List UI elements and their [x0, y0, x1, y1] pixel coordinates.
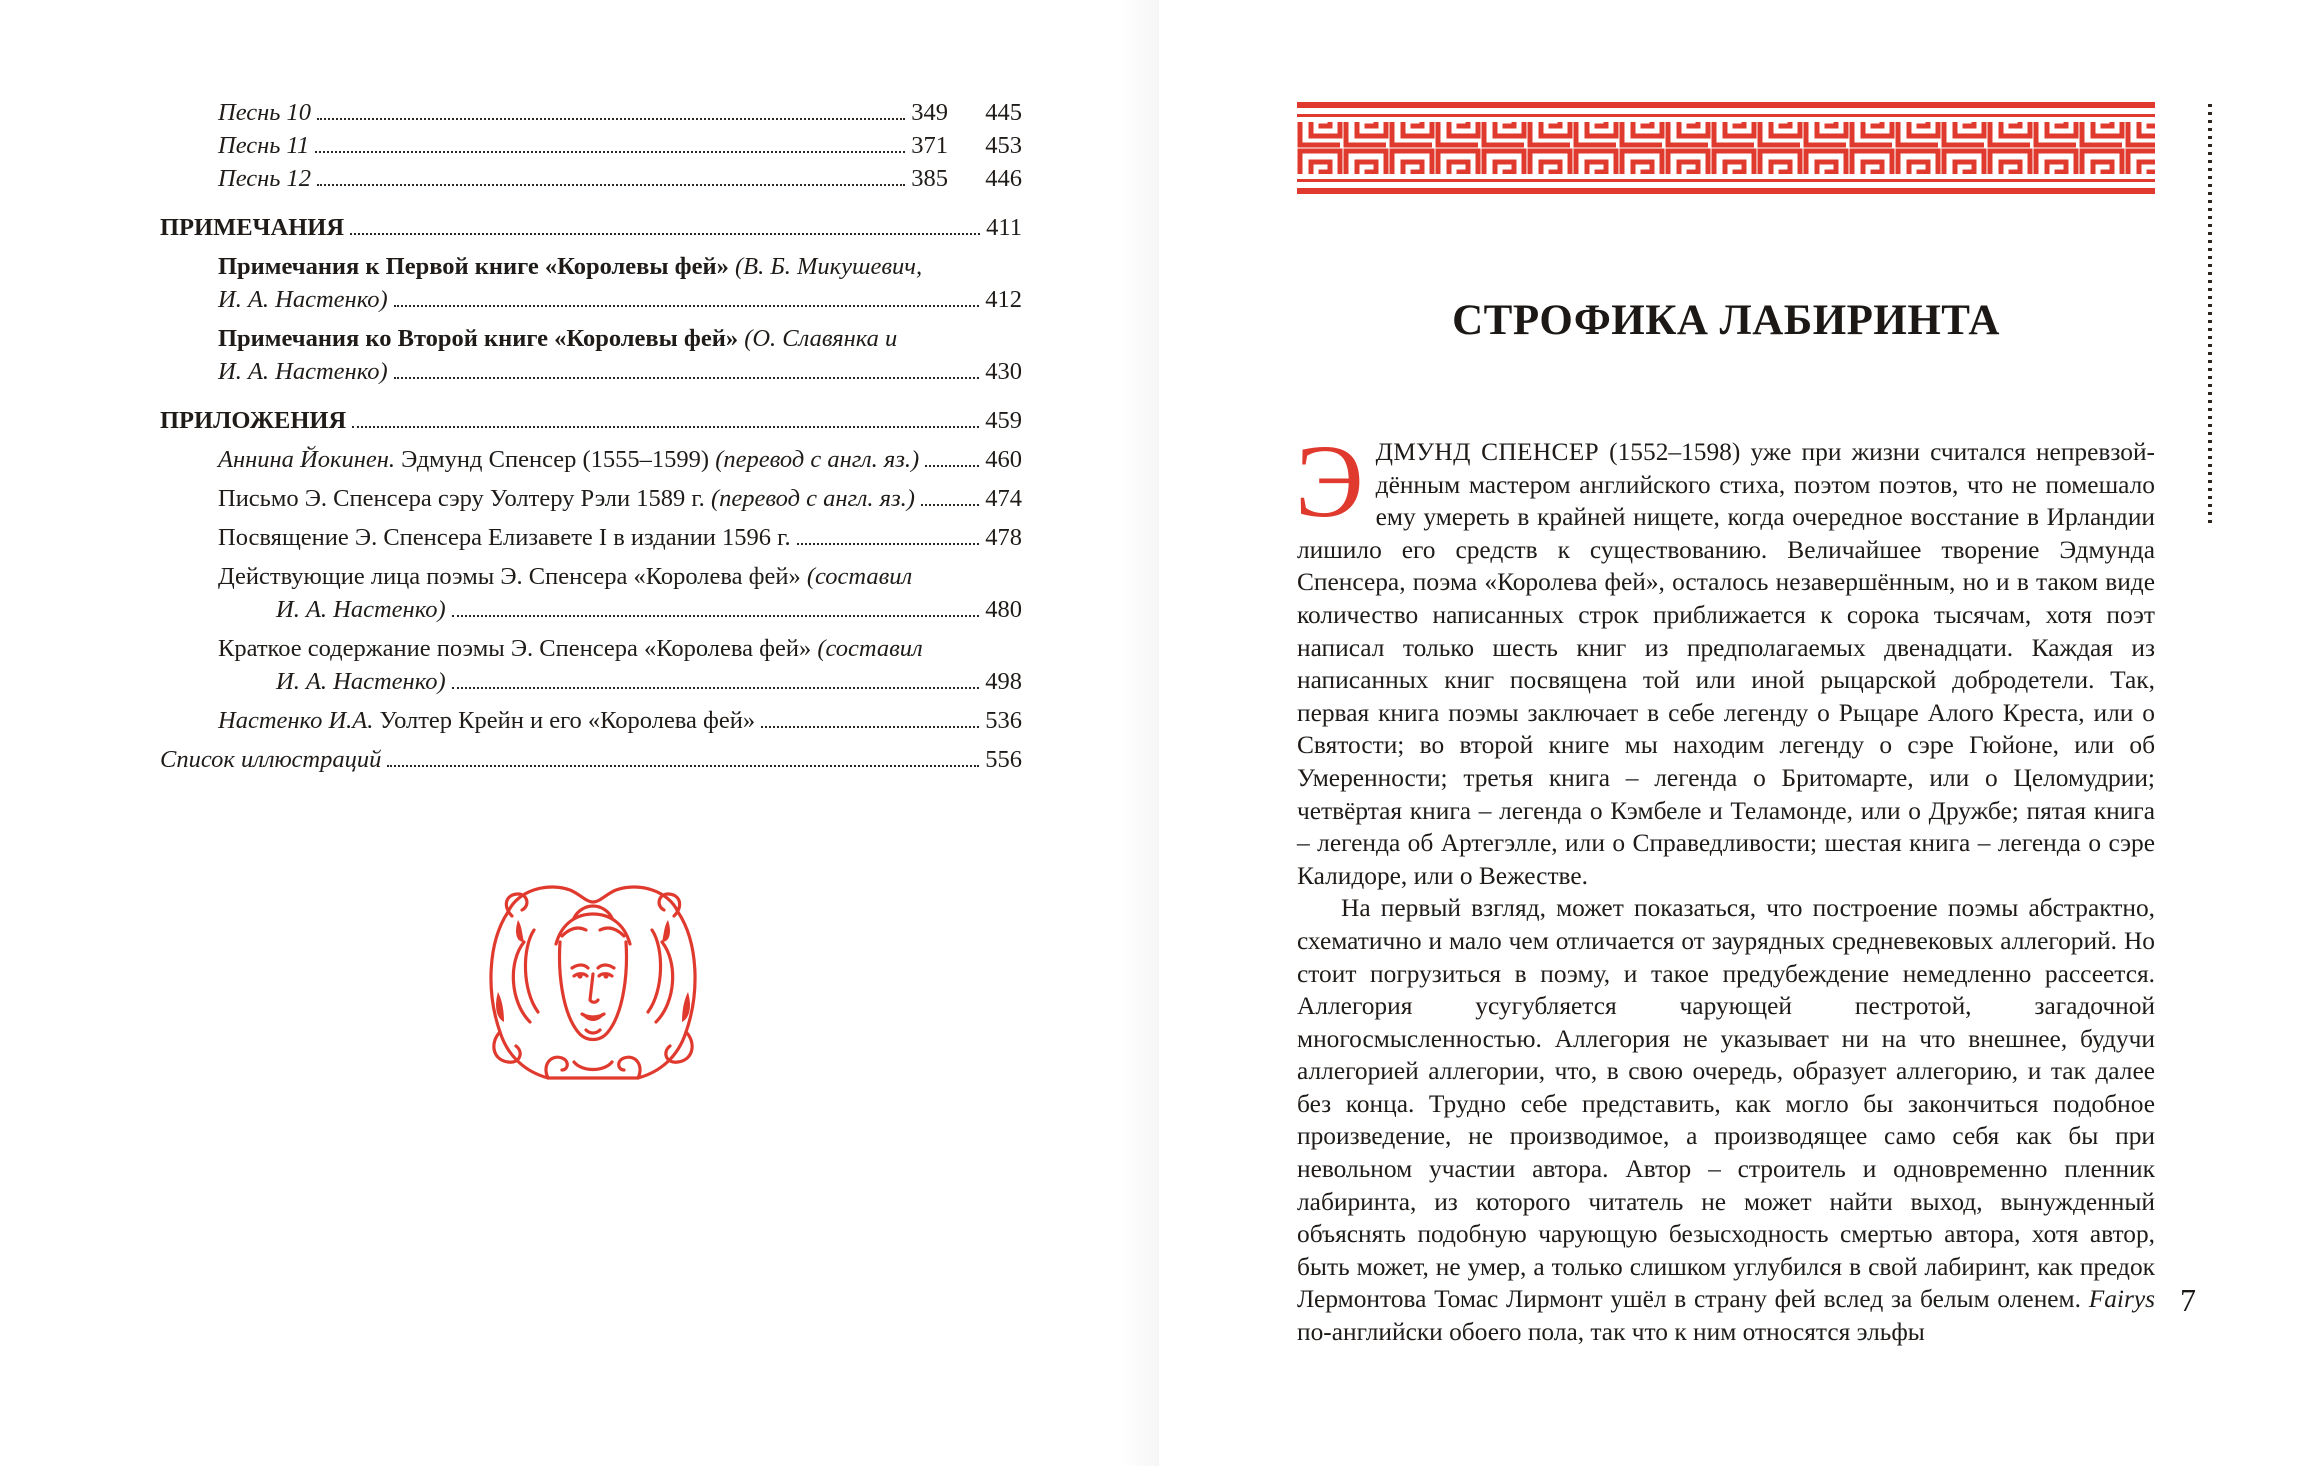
- toc-entry-authors: (В. Б. Микушевич,: [734, 253, 923, 280]
- toc-page-number: 536: [985, 707, 1022, 734]
- toc-entry-title: Примечания ко Второй книге «Королевы фей»: [218, 325, 739, 352]
- toc-entry-authors-cont: И. А. Настенко): [218, 358, 388, 385]
- greek-key-meander-band: [1297, 102, 2155, 194]
- article-body: [1295, 424, 2155, 1349]
- toc-page-number: 480: [985, 596, 1022, 623]
- page-number: 7: [2180, 1282, 2196, 1318]
- dot-leader: [452, 687, 980, 689]
- toc-page-number: 498: [985, 668, 1022, 695]
- toc-page-number: 412: [985, 286, 1022, 313]
- paragraph-2: [1297, 892, 2155, 1348]
- toc-entry-title: Список иллюстраций: [160, 746, 382, 773]
- toc-row-song-12: [160, 162, 1022, 195]
- toc-page-number-2: 445: [985, 99, 1022, 126]
- paragraph-text: (1552–1598) уже при жизни считался непревзойдённым мастером английского стиха, поэтом поэтов, что не помешало ему умереть в крайней нищете, когда очередное восстание в Ирландии лишило его средств к существованию. Величайшее творение Эдмунда Спенсера, поэма «Королева фей», осталось незавершённым, но и в таком виде количество написанных строк приближается к сорока тысячам, хотя поэт написал только шесть книг из предполагаемых двенадцати. Каждая из написанных книг посвящена той или иной рыцарской добродетели. Так, первая книга поэмы заключает в себе легенду о Рыцаре Алого Креста, или о Святости; во второй книге мы находим легенду о сэре Гюйоне, или об Умеренности; третья книга – легенда о Бритомарте, или о Целомудрии; четвёртая книга – легенда о Кэмбеле и Теламонде, или о Дружбе; пятая книга – легенда об Артегэлле, или о Справедливости; шестая книга – легенда о сэре Калидоре, или о Вежестве.: [1297, 438, 2155, 890]
- toc-page-number: 371: [911, 132, 948, 159]
- toc-row-appendix-5: [160, 632, 1022, 698]
- toc-entry-authors: (О. Славянка и: [744, 325, 898, 352]
- toc-entry-title: Посвящение Э. Спенсера Елизавете I в издании 1596 г.: [218, 524, 791, 551]
- toc-entry-authors-cont: И. А. Настенко): [218, 286, 388, 313]
- toc-page-number-2: 446: [985, 165, 1022, 192]
- toc-entry-title: Краткое содержание поэмы Э. Спенсера «Королева фей»: [218, 635, 812, 662]
- paragraph-text-end: по-английски обоего пола, так что к ним относятся эльфы: [1297, 1318, 1925, 1347]
- toc-section-title: ПРИМЕЧАНИЯ: [160, 214, 345, 241]
- toc-row-appendix-1: [160, 443, 1022, 476]
- toc-row-appendix-6: [160, 704, 1022, 737]
- toc-row-appendices: [160, 404, 1022, 437]
- toc-page-number: 556: [985, 746, 1022, 773]
- toc-page-number: 349: [911, 99, 948, 126]
- toc-entry-note-cont: И. А. Настенко): [276, 596, 446, 623]
- table-of-contents: [160, 96, 1022, 776]
- paragraph-text: На первый взгляд, может показаться, что построение поэмы абстрактно, схематично и мало чем отличается от заурядных средневековых аллегорий. Но стоит погрузиться в поэму, и такое предубеждение немедленно рассеется. Аллегория усугубляется чарующей пестротой, загадочной многосмысленностью. Аллегория не указывает ни на что внешнее, будучи аллегорией аллегории, что, в свою очередь, образует аллегорию, и так далее без конца. Трудно себе представить, как могло бы закончиться подобное произведение, не производимое, а производящее само себя как бы при невольном участии автора. Автор – строитель и одновременно пленник лабиринта, из которого читатель не может найти выход, вынужденный объяснять подобную чарующую безысходность смертью автора, хотя автор, быть может, не умер, а только слишком углубился в свой лабиринт, как предок Лермонтова Томас Лирмонт ушёл в страну фей вслед за белым оленем.: [1297, 894, 2155, 1314]
- dot-leader: [317, 184, 905, 186]
- toc-entry-title: Уолтер Крейн и его «Королева фей»: [379, 707, 756, 734]
- paragraph-1: [1295, 424, 2155, 892]
- toc-row-notes-book1: [160, 250, 1022, 316]
- toc-row-appendix-2: [160, 482, 1022, 515]
- toc-row-appendix-3: [160, 521, 1022, 554]
- toc-entry-title: Песнь 10: [218, 99, 312, 126]
- dot-leader: [761, 726, 979, 728]
- toc-entry-note: (составил: [817, 635, 923, 662]
- toc-entry-title: Песнь 12: [218, 165, 312, 192]
- dot-leader: [925, 465, 979, 467]
- toc-page-number-2: 453: [985, 132, 1022, 159]
- toc-row-illustrations: [160, 743, 1022, 776]
- toc-page-number: 430: [985, 358, 1022, 385]
- dot-leader: [350, 233, 980, 235]
- toc-page-number: 478: [985, 524, 1022, 551]
- toc-section-title: ПРИЛОЖЕНИЯ: [160, 407, 347, 434]
- toc-entry-title: Письмо Э. Спенсера сэру Уолтеру Рэли 1589 г.: [218, 485, 705, 512]
- toc-page-number: 385: [911, 165, 948, 192]
- dot-leader: [394, 377, 980, 379]
- dot-leader: [352, 426, 979, 428]
- left-page: [0, 0, 1159, 1466]
- toc-entry-author: Аннина Йокинен.: [218, 446, 396, 473]
- toc-row-notes: [160, 211, 1022, 244]
- toc-page-number: 474: [985, 485, 1022, 512]
- toc-page-number: 459: [985, 407, 1022, 434]
- toc-row-song-11: [160, 129, 1022, 162]
- toc-entry-title: Действующие лица поэмы Э. Спенсера «Королева фей»: [218, 563, 801, 590]
- toc-row-notes-book2: [160, 322, 1022, 388]
- toc-entry-title: Эдмунд Спенсер (1555–1599): [401, 446, 710, 473]
- dot-leader: [387, 765, 979, 767]
- toc-row-appendix-4: [160, 560, 1022, 626]
- dot-leader: [452, 615, 980, 617]
- toc-entry-title: Примечания к Первой книге «Королевы фей»: [218, 253, 729, 280]
- toc-entry-note: (перевод с англ. яз.): [715, 446, 920, 473]
- toc-entry-note: (составил: [806, 563, 913, 590]
- toc-page-number: 460: [985, 446, 1022, 473]
- dot-leader: [315, 151, 905, 153]
- dot-leader: [797, 543, 980, 545]
- classical-mask-emblem-icon: [478, 872, 708, 1100]
- drop-cap: Э: [1295, 424, 1364, 539]
- toc-entry-note-cont: И. А. Настенко): [276, 668, 446, 695]
- edge-dotted-rule: [2207, 104, 2213, 528]
- toc-entry-title: Песнь 11: [218, 132, 310, 159]
- dot-leader: [921, 504, 979, 506]
- chapter-title: СТРОФИКА ЛАБИРИНТА: [1452, 297, 2000, 344]
- paragraph-emphasis: Fairys: [2088, 1285, 2155, 1314]
- toc-row-song-10: [160, 96, 1022, 129]
- dot-leader: [317, 118, 905, 120]
- dot-leader: [394, 305, 980, 307]
- toc-page-number: 411: [986, 214, 1022, 241]
- paragraph-lead: ДМУНД СПЕНСЕР: [1375, 438, 1599, 466]
- toc-entry-author: Настенко И.А.: [218, 707, 374, 734]
- toc-entry-note: (перевод с англ. яз.): [710, 485, 915, 512]
